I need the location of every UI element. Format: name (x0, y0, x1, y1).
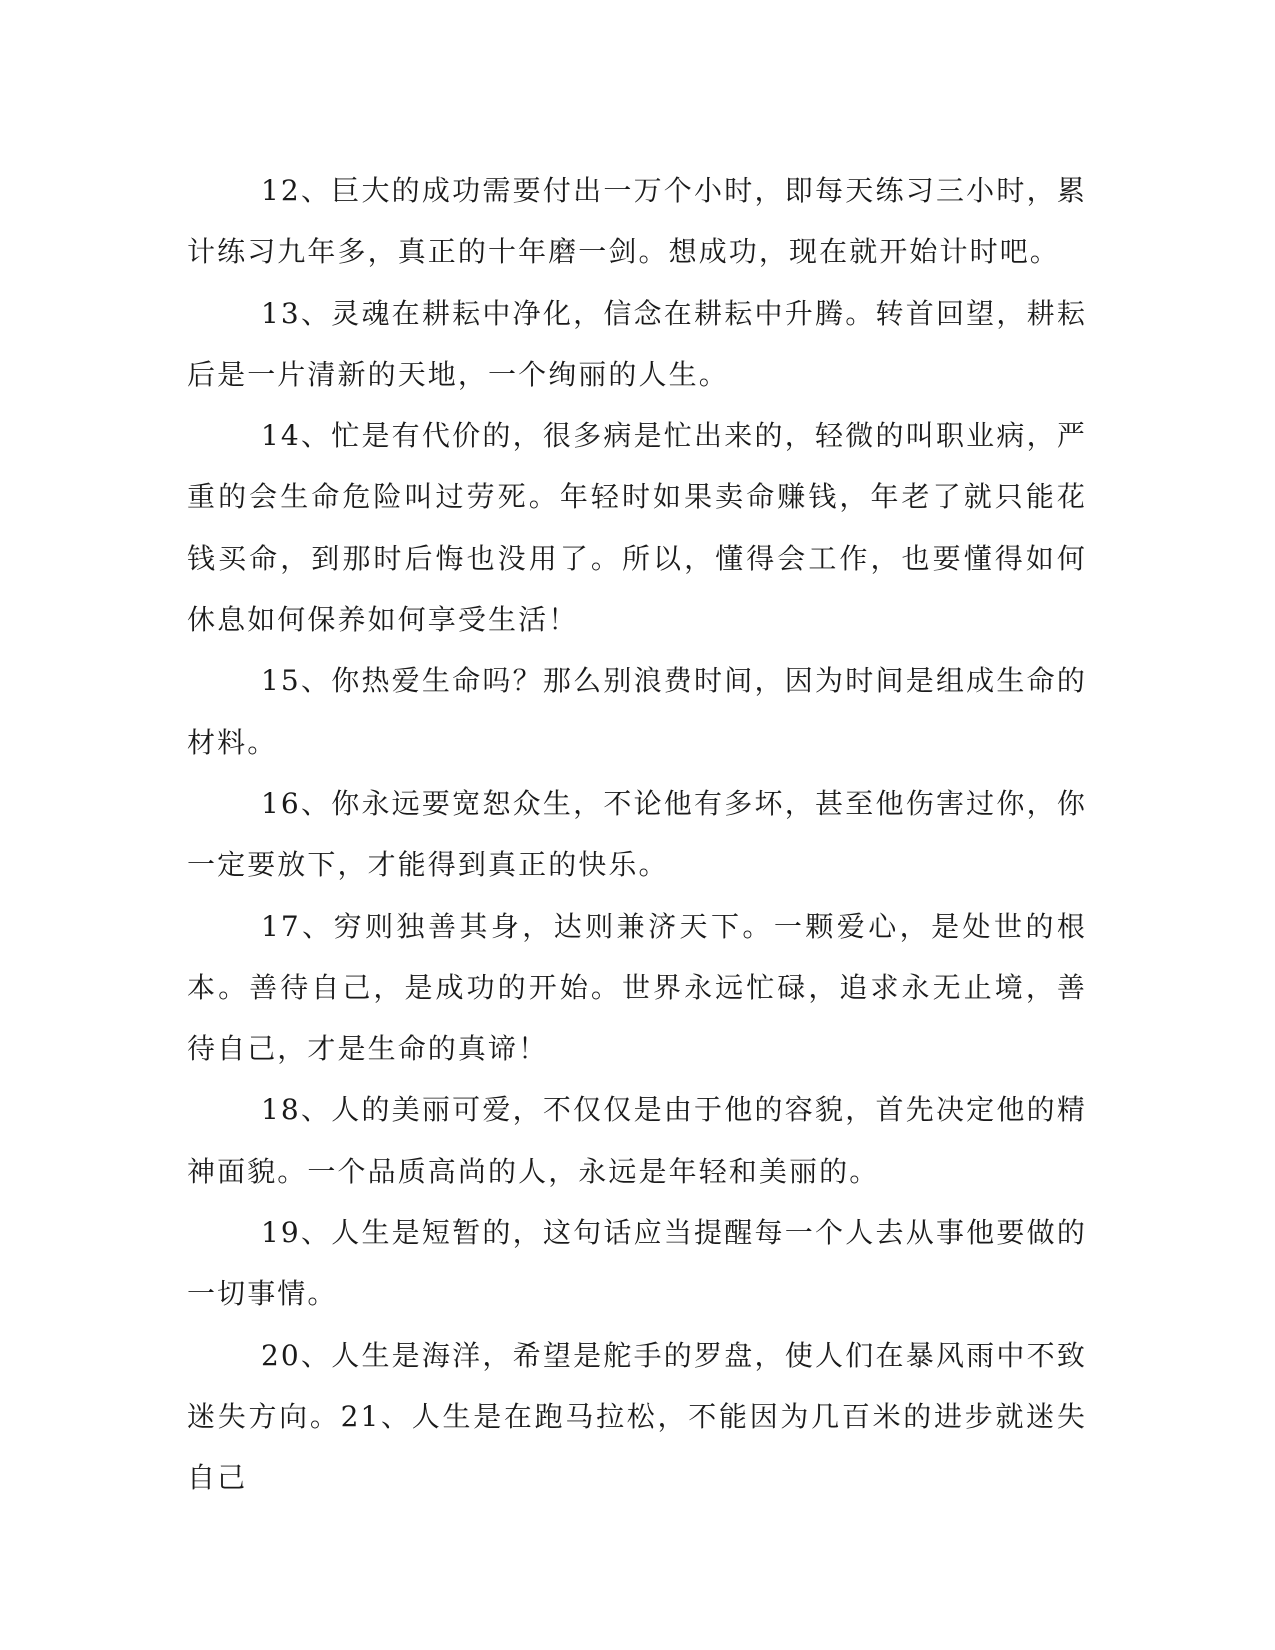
paragraph-17: 17、穷则独善其身，达则兼济天下。一颗爱心，是处世的根本。善待自己，是成功的开始。世界永远忙碌，追求永无止境，善待自己，才是生命的真谛！ (187, 909, 1087, 1066)
paragraph-16: 16、你永远要宽恕众生，不论他有多坏，甚至他伤害过你，你一定要放下，才能得到真正的快乐。 (187, 786, 1087, 882)
paragraph-15: 15、你热爱生命吗？那么别浪费时间，因为时间是组成生命的材料。 (187, 664, 1087, 759)
paragraph-20: 20、人生是海洋，希望是舵手的罗盘，使人们在暴风雨中不致迷失方向。21、人生是在跑马拉松，不能因为几百米的进步就迷失自己 (187, 1338, 1087, 1495)
paragraph-13: 13、灵魂在耕耘中净化，信念在耕耘中升腾。转首回望，耕耘后是一片清新的天地，一个绚丽的人生。 (187, 296, 1087, 391)
paragraph-18: 18、人的美丽可爱，不仅仅是由于他的容貌，首先决定他的精神面貌。一个品质高尚的人，永远是年轻和美丽的。 (187, 1093, 1087, 1188)
paragraph-12: 12、巨大的成功需要付出一万个小时，即每天练习三小时，累计练习九年多，真正的十年磨一剑。想成功，现在就开始计时吧。 (187, 174, 1087, 269)
document-body (187, 160, 1087, 1509)
paragraph-14: 14、忙是有代价的，很多病是忙出来的，轻微的叫职业病，严重的会生命危险叫过劳死。年轻时如果卖命赚钱，年老了就只能花钱买命，到那时后悔也没用了。所以，懂得会工作，也要懂得如何休息如何保养如何享受生活！ (187, 419, 1087, 637)
paragraph-19: 19、人生是短暂的，这句话应当提醒每一个人去从事他要做的一切事情。 (187, 1216, 1087, 1311)
